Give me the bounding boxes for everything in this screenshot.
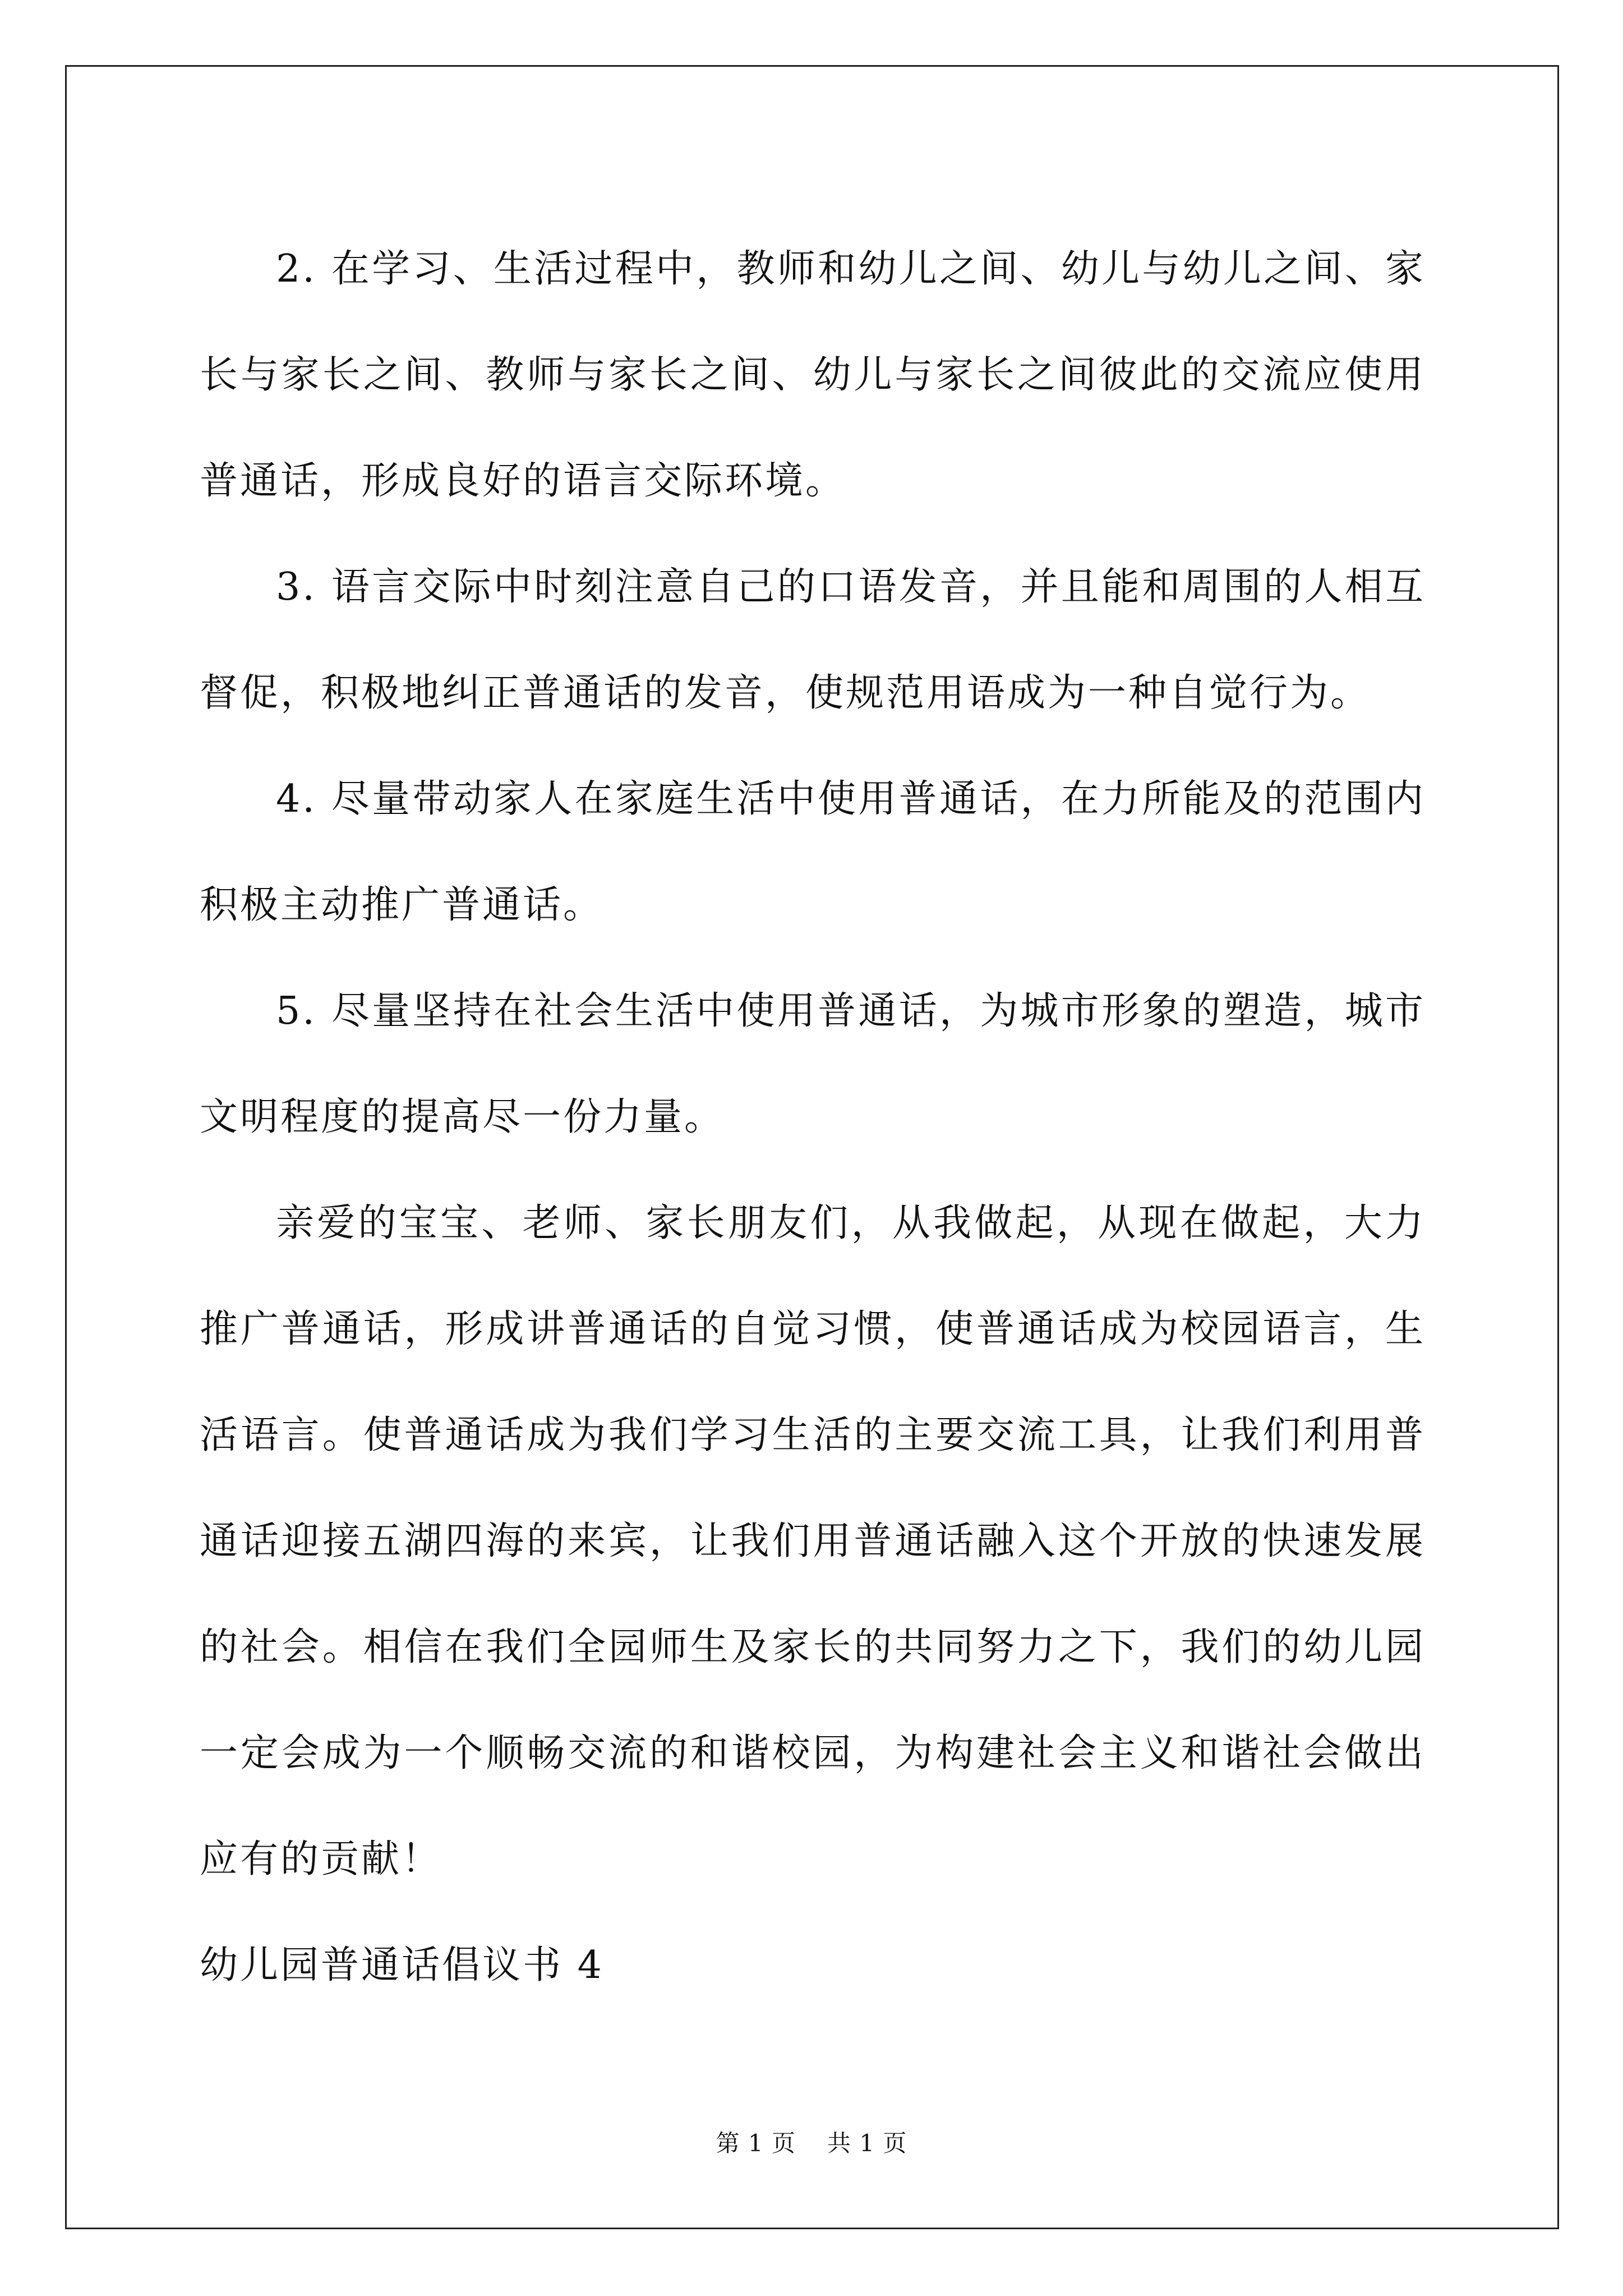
page-number: 第 1 页: [716, 2129, 796, 2157]
paragraph-item-4: 4. 尽量带动家人在家庭生活中使用普通话，在力所能及的范围内积极主动推广普通话。: [200, 777, 1426, 927]
paragraph-closing: 亲爱的宝宝、老师、家长朋友们，从我做起，从现在做起，大力推广普通话，形成讲普通话的自觉习惯，使普通话成为校园语言，生活语言。使普通话成为我们学习生活的主要交流工具，让我们利用普通话迎接五湖四海的来宾，让我们用普通话融入这个开放的快速发展的社会。相信在我们全园师生及家长的共同努力之下，我们的幼儿园一定会成为一个顺畅交流的和谐校园，为构建社会主义和谐社会做出应有的贡献！: [200, 1201, 1426, 1881]
section-heading: 幼儿园普通话倡议书 4: [200, 1943, 604, 1987]
document-body: [200, 216, 1426, 2018]
paragraph-item-2: 2. 在学习、生活过程中，教师和幼儿之间、幼儿与幼儿之间、家长与家长之间、教师与家长之间、幼儿与家长之间彼此的交流应使用普通话，形成良好的语言交际环境。: [200, 247, 1426, 503]
paragraph-item-5: 5. 尽量坚持在社会生活中使用普通话，为城市形象的塑造，城市文明程度的提高尽一份力量。: [200, 989, 1426, 1139]
paragraph-item-3: 3. 语言交际中时刻注意自己的口语发音，并且能和周围的人相互督促，积极地纠正普通话的发音，使规范用语成为一种自觉行为。: [200, 565, 1426, 715]
page-footer: [0, 2125, 1623, 2159]
page-total: 共 1 页: [827, 2129, 907, 2157]
